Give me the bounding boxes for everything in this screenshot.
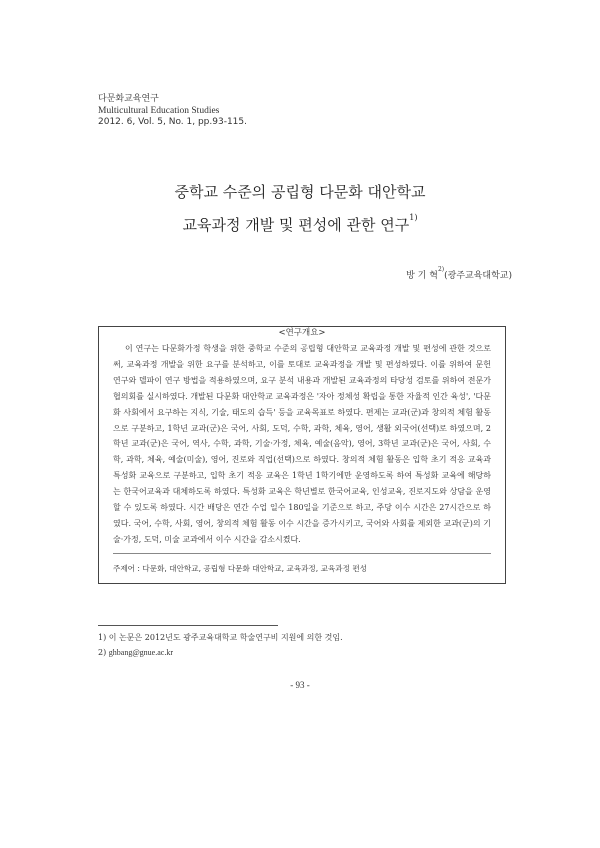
journal-citation: 2012. 6, Vol. 5, No. 1, pp.93-115.	[98, 117, 247, 127]
author-line	[406, 268, 512, 281]
title-line-1: 중학교 수준의 공립형 다문화 대안학교	[174, 183, 426, 201]
keywords-divider	[113, 553, 491, 554]
page-number: - 93 -	[290, 680, 310, 690]
footnote-1-mark: 1)	[98, 633, 107, 642]
abstract-body: 이 연구는 다문화가정 학생을 위한 중학교 수준의 공립형 대안학교 교육과정 개발 및 편성에 관한 것으로써, 교육과정 개발을 위한 요구를 분석하고, 이를 토대로 교육과정을 개발 및 편성하였다. 이를 위하여 문헌 연구와 델파이 연구 방법을 적용하였으며, 요구 분석 내용과 개발된 교육과정의 타당성 검토를 위하여 전문가 협의회를 실시하였다. 개발된 다문화 대안학교 교육과정은 '자아 정체성 확립을 통한 자율적 인간 육성', '다문화 사회에서 요구하는 지식, 기술, 태도의 습득' 등을 교육목표로 하였다. 편제는 교과(군)과 창의적 체험 활동으로 구분하고, 1학년 교과(군)은 국어, 사회, 도덕, 수학, 과학, 체육, 영어, 생활 외국어(선택)로 하였으며, 2학년 교과(군)은 국어, 역사, 수학, 과학, 기술·가정, 체육, 예술(음악), 영어, 3학년 교과(군)은 국어, 사회, 수학, 과학, 체육, 예술(미술), 영어, 진로와 직업(선택)으로 하였다. 창의적 체험 활동은 입학 초기 적응 교육과 특성화 교육으로 구분하고, 입학 초기 적응 교육은 1학년 1학기에만 운영하도록 하여 특성화 교육에 해당하는 한국어교육과 대체하도록 하였다. 특성화 교육은 학년별로 한국어교육, 인성교육, 진로지도와 상담을 운영할 수 있도록 하였다. 시간 배당은 연간 수업 일수 180일을 기준으로 하고, 주당 이수 시간은 27시간으로 하였다. 국어, 수학, 사회, 영어, 창의적 체험 활동 이수 시간을 증가시키고, 국어와 사회를 제외한 교과(군)의 기술·가정, 도덕, 미술 교과에서 이수 시간을 감소시켰다.	[113, 344, 491, 544]
abstract-label: <연구개요>	[274, 328, 329, 338]
paper-title	[0, 178, 600, 240]
author-footnote-mark[interactable]: 2)	[437, 266, 445, 273]
footnote-2	[98, 645, 343, 660]
keywords-line: 주제어 : 다문화, 대안학교, 공립형 다문화 대안학교, 교육과정, 교육과정 편성	[113, 564, 368, 573]
keywords-list: 다문화, 대안학교, 공립형 다문화 대안학교, 교육과정, 교육과정 편성	[142, 564, 368, 573]
abstract-box	[98, 326, 506, 584]
title-line-2	[0, 207, 600, 240]
footnote-2-mark: 2)	[98, 648, 107, 657]
title-footnote-mark[interactable]: 1)	[409, 213, 418, 222]
author-email-link[interactable]: ghbang@gnue.ac.kr	[108, 648, 173, 657]
title-line-2-text: 교육과정 개발 및 편성에 관한 연구	[182, 216, 410, 234]
author-affiliation: (광주교육대학교)	[444, 271, 512, 281]
footnote-1	[98, 630, 343, 645]
journal-name-korean: 다문화교육연구	[98, 94, 159, 104]
journal-header	[98, 94, 247, 129]
footnotes	[98, 630, 343, 660]
abstract-label-wrap	[99, 320, 505, 339]
keywords-label: 주제어	[113, 564, 136, 573]
footnote-1-text: 이 논문은 2012년도 광주교육대학교 학술연구비 지원에 의한 것임.	[108, 633, 343, 642]
footnote-divider	[98, 625, 278, 626]
journal-name-english: Multicultural Education Studies	[98, 105, 220, 116]
author-name: 방 기 혁	[406, 271, 438, 281]
